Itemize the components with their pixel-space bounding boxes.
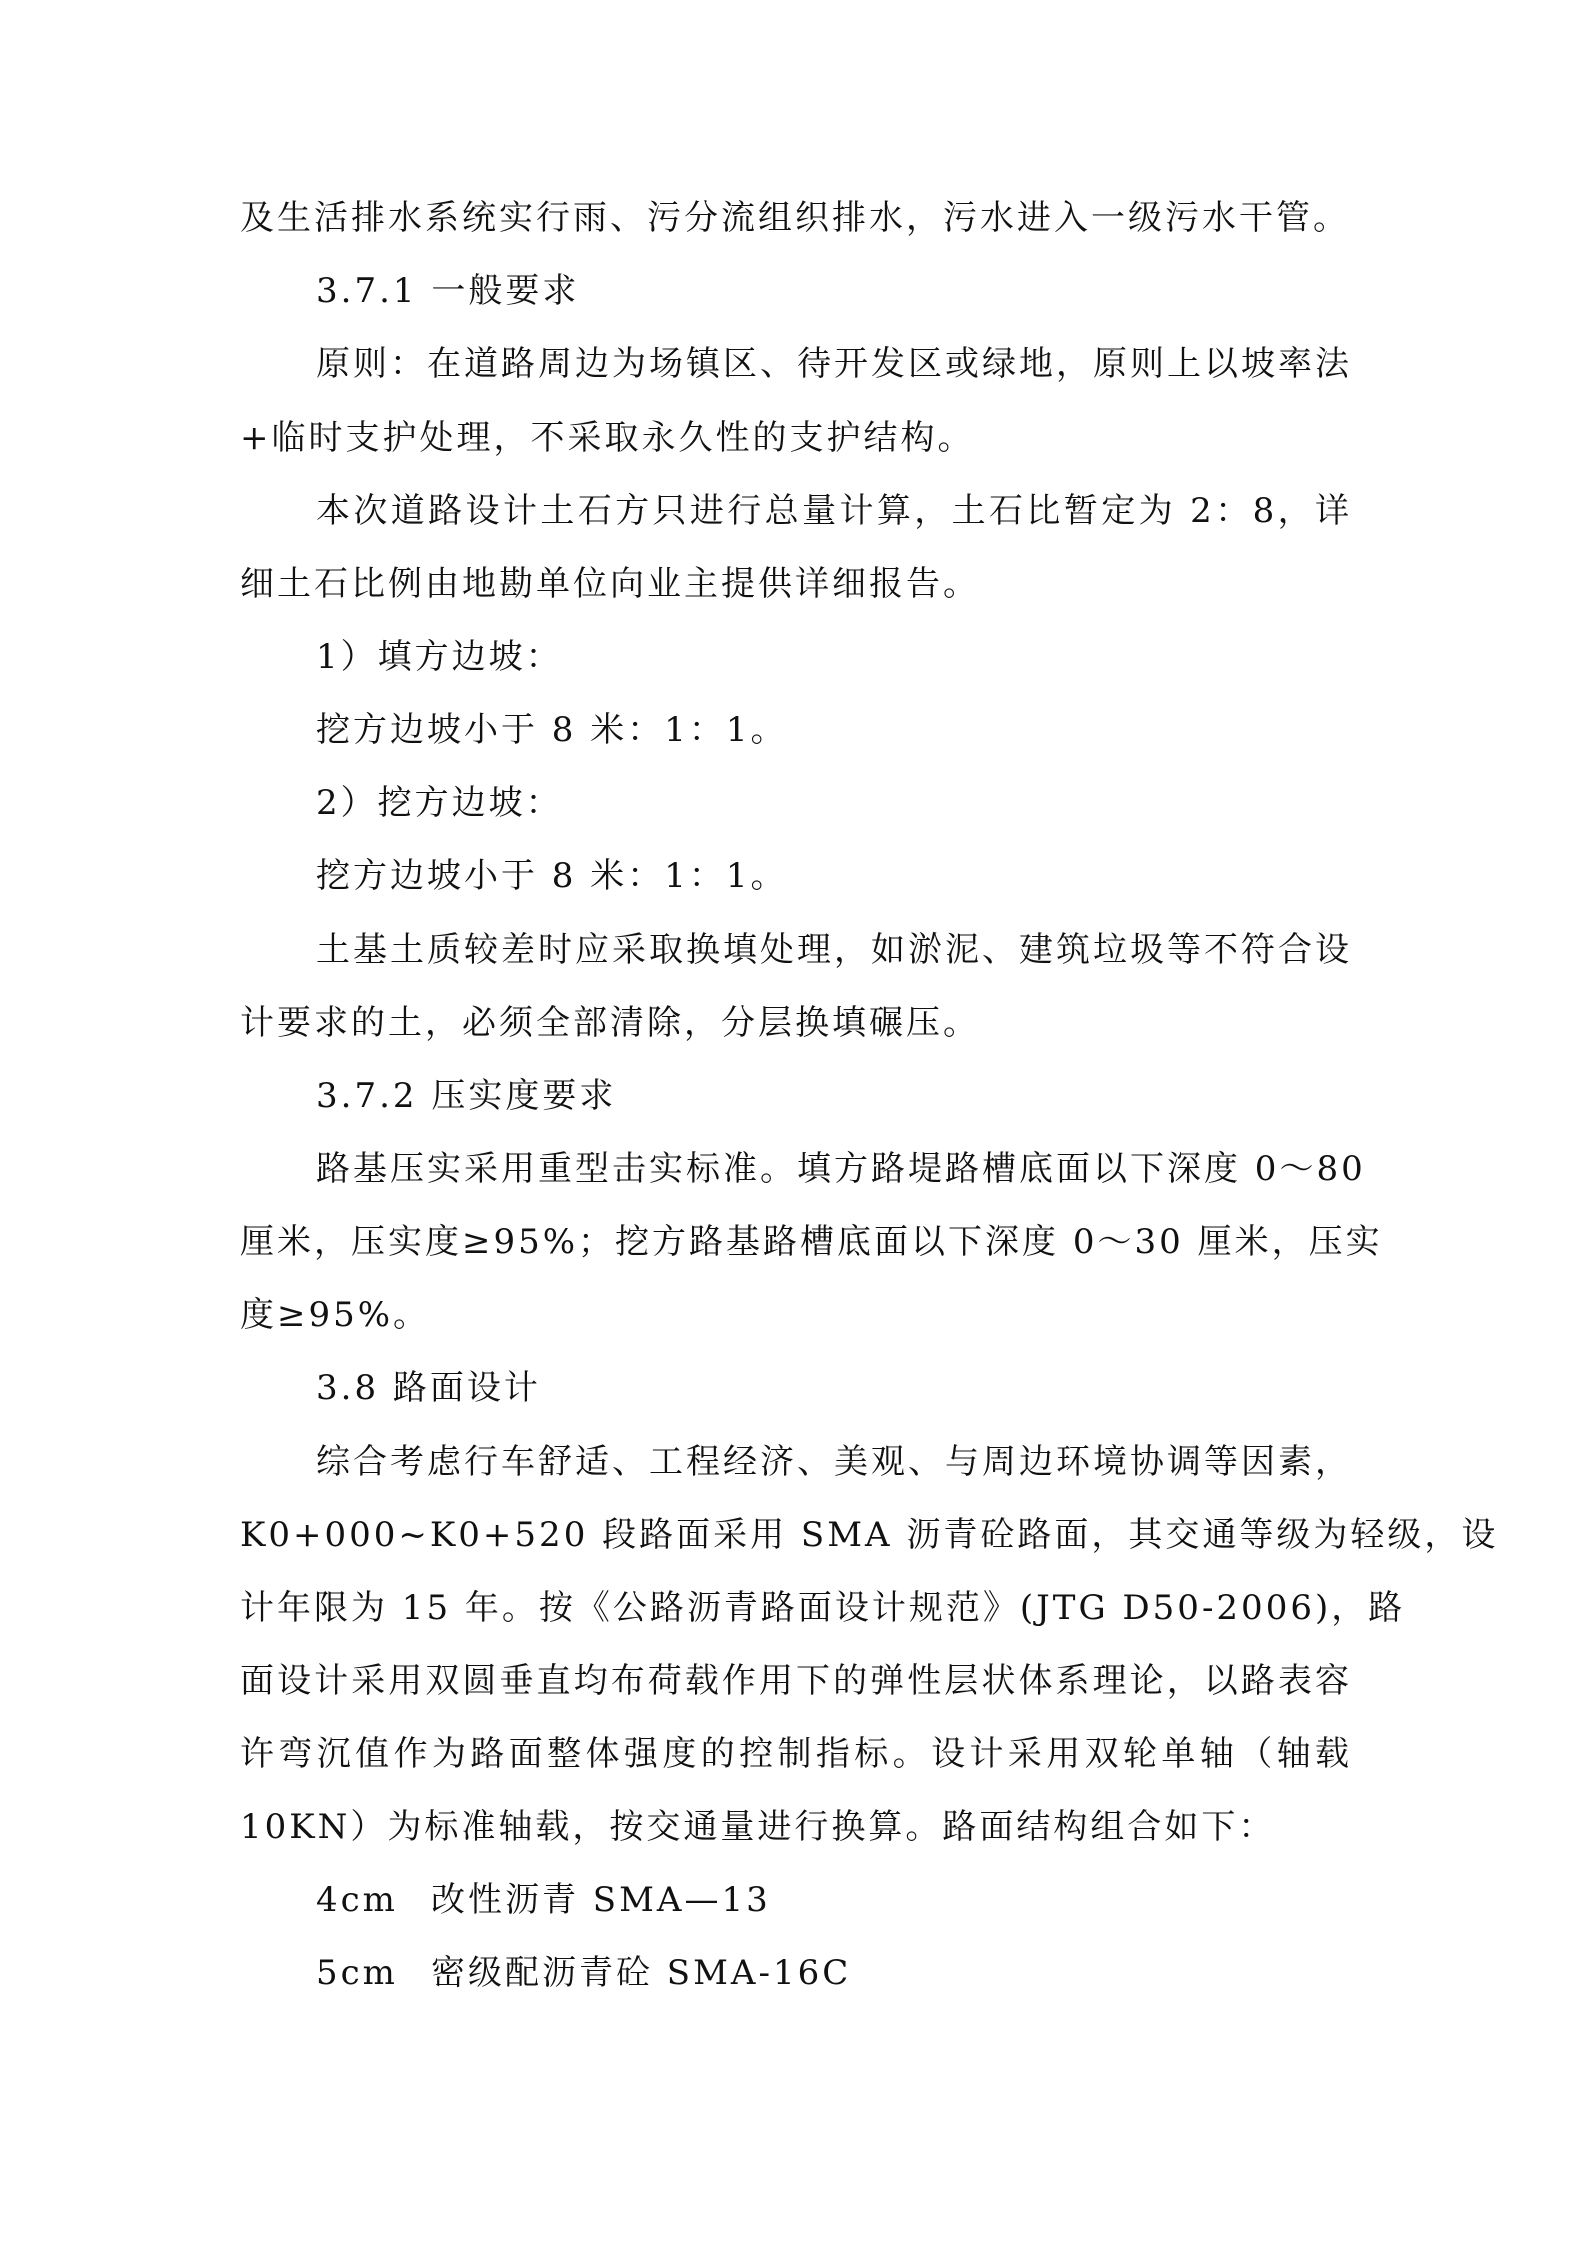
pavement-layer-item	[316, 1953, 851, 1993]
paragraph-line: 综合考虑行车舒适、工程经济、美观、与周边环境协调等因素，	[316, 1442, 1352, 1482]
paragraph-line: 许弯沉值作为路面整体强度的控制指标。设计采用双轮单轴（轴载	[240, 1734, 1352, 1774]
paragraph-line: 本次道路设计土石方只进行总量计算，土石比暂定为 2：8，详	[316, 491, 1352, 531]
pavement-layer-item	[316, 1880, 771, 1920]
paragraph-line: 土基土质较差时应采取换填处理，如淤泥、建筑垃圾等不符合设	[316, 930, 1352, 970]
paragraph-line: 10KN）为标准轴载，按交通量进行换算。路面结构组合如下：	[240, 1807, 1276, 1847]
layer-material: 密级配沥青砼 SMA-16C	[431, 1953, 852, 1993]
layer-material: 改性沥青 SMA—13	[431, 1880, 771, 1920]
paragraph-line: 原则：在道路周边为场镇区、待开发区或绿地，原则上以坡率法	[316, 344, 1352, 384]
paragraph-line: 厘米，压实度≥95%；挖方路基路槽底面以下深度 0～30 厘米，压实	[240, 1222, 1383, 1262]
paragraph-line: 计要求的土，必须全部清除，分层换填碾压。	[240, 1003, 980, 1043]
paragraph-line: 挖方边坡小于 8 米：1：1。	[316, 710, 788, 750]
section-heading: 3.8 路面设计	[316, 1368, 541, 1408]
paragraph-line: 挖方边坡小于 8 米：1：1。	[316, 856, 788, 896]
list-heading: 1）填方边坡：	[316, 637, 563, 677]
paragraph-line: 路基压实采用重型击实标准。填方路堤路槽底面以下深度 0～80	[316, 1149, 1366, 1189]
paragraph-line: 及生活排水系统实行雨、污分流组织排水，污水进入一级污水干管。	[240, 198, 1350, 238]
paragraph-line: +临时支护处理，不采取永久性的支护结构。	[240, 418, 975, 458]
section-heading: 3.7.2 压实度要求	[316, 1076, 617, 1116]
list-heading: 2）挖方边坡：	[316, 783, 563, 823]
layer-thickness: 4cm	[316, 1880, 398, 1920]
section-heading: 3.7.1 一般要求	[316, 271, 580, 311]
paragraph-line: 度≥95%。	[240, 1295, 431, 1335]
paragraph-line: K0+000~K0+520 段路面采用 SMA 沥青砼路面，其交通等级为轻级，设	[240, 1515, 1499, 1555]
paragraph-line: 细土石比例由地勘单位向业主提供详细报告。	[240, 564, 980, 604]
paragraph-line: 计年限为 15 年。按《公路沥青路面设计规范》(JTG D50-2006)，路	[240, 1588, 1406, 1628]
layer-thickness: 5cm	[316, 1953, 398, 1993]
paragraph-line: 面设计采用双圆垂直均布荷载作用下的弹性层状体系理论，以路表容	[240, 1661, 1352, 1701]
